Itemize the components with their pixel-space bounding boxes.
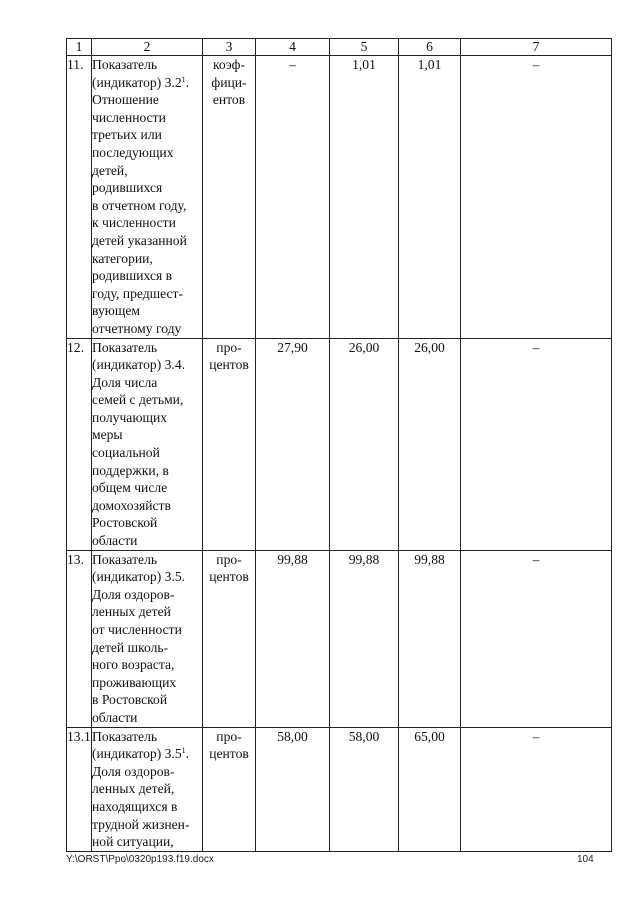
- table-row: [67, 550, 612, 727]
- indicator-name-line: Показатель: [92, 339, 158, 355]
- indicator-name-line: отчетному году: [92, 320, 182, 336]
- table-row: [67, 338, 612, 550]
- value-cell: 26,00: [399, 338, 461, 550]
- note-cell: –: [461, 56, 612, 339]
- indicator-name-line: меры: [92, 427, 123, 443]
- indicator-name-line: Доля числа: [92, 374, 158, 390]
- indicator-name-line: в отчетном году,: [92, 197, 187, 213]
- indicator-name-line: к численности: [92, 215, 176, 231]
- value-cell: 58,00: [256, 727, 330, 851]
- indicator-name: [92, 338, 203, 550]
- indicator-name-line: (индикатор) $3.5^1$.: [92, 746, 190, 762]
- header-cell: 4: [256, 39, 330, 56]
- indicator-name: [92, 56, 203, 339]
- indicator-name-line: детей указанной: [92, 232, 187, 248]
- indicator-name-line: поддержки, в: [92, 462, 169, 478]
- value-cell: 27,90: [256, 338, 330, 550]
- value-cell: 1,01: [330, 56, 399, 339]
- indicator-name-line: социальной: [92, 445, 160, 461]
- indicator-name-line: году, предшест-: [92, 285, 183, 301]
- indicator-name-line: Отношение: [92, 92, 159, 108]
- note-cell: –: [461, 338, 612, 550]
- footer-page-number: 104: [577, 854, 594, 865]
- indicator-name-line: ного возраста,: [92, 657, 175, 673]
- header-cell: 3: [203, 39, 256, 56]
- indicator-name: [92, 550, 203, 727]
- indicator-name: [92, 727, 203, 851]
- indicator-name-line: общем числе: [92, 480, 168, 496]
- indicator-name-line: Показатель: [92, 551, 158, 567]
- indicator-name-line: трудной жизнен-: [92, 816, 190, 832]
- row-number: 12.: [67, 338, 92, 550]
- indicator-name-line: последующих: [92, 144, 174, 160]
- indicator-table: [66, 38, 612, 852]
- table-header-row: [67, 39, 612, 56]
- header-cell: 6: [399, 39, 461, 56]
- unit-of-measure: про- центов: [203, 727, 256, 851]
- indicator-name-line: получающих: [92, 409, 168, 425]
- indicator-name-line: вующем: [92, 303, 141, 319]
- note-cell: –: [461, 727, 612, 851]
- indicator-name-line: Ростовской: [92, 515, 158, 531]
- indicator-name-line: семей с детьми,: [92, 392, 184, 408]
- footnote-marker: 1: [181, 74, 186, 84]
- indicator-name-line: Доля оздоров-: [92, 763, 175, 779]
- value-cell: –: [256, 56, 330, 339]
- indicator-name-line: (индикатор) $3.2^1$.: [92, 74, 190, 90]
- row-number: 11.: [67, 56, 92, 339]
- indicator-name-line: детей школь-: [92, 639, 169, 655]
- indicator-name-line: родившихся: [92, 180, 163, 196]
- indicator-name-line: (индикатор) 3.5.: [92, 569, 186, 585]
- unit-of-measure: коэф- фици- ентов: [203, 56, 256, 339]
- indicator-name-line: детей,: [92, 162, 128, 178]
- value-cell: 99,88: [399, 550, 461, 727]
- indicator-name-line: родившихся в: [92, 268, 173, 284]
- unit-of-measure: про- центов: [203, 550, 256, 727]
- indicator-name-line: проживающих: [92, 674, 177, 690]
- indicator-name-line: в Ростовской: [92, 692, 168, 708]
- footer-file-path: Y:\ORST\Ppo\0320p193.f19.docx: [66, 854, 214, 865]
- table-row: [67, 727, 612, 851]
- value-cell: 26,00: [330, 338, 399, 550]
- value-cell: 99,88: [256, 550, 330, 727]
- table-row: [67, 56, 612, 339]
- indicator-name-line: от численности: [92, 622, 182, 637]
- indicator-name-line: категории,: [92, 250, 153, 266]
- indicator-name-line: численности: [92, 109, 166, 125]
- header-cell: 1: [67, 39, 92, 56]
- indicator-name-line: области: [92, 709, 138, 725]
- indicator-name-line: области: [92, 533, 138, 549]
- indicator-name-line: (индикатор) 3.4.: [92, 357, 186, 373]
- indicator-name-line: Доля оздоров-: [92, 586, 175, 602]
- value-cell: 65,00: [399, 727, 461, 851]
- indicator-name-line: ной ситуации,: [92, 834, 174, 850]
- header-cell: 2: [92, 39, 203, 56]
- header-cell: 7: [461, 39, 612, 56]
- indicator-name-line: ленных детей,: [92, 781, 175, 797]
- header-cell: 5: [330, 39, 399, 56]
- row-number: 13.1: [67, 727, 92, 851]
- value-cell: 99,88: [330, 550, 399, 727]
- indicator-name-line: ленных детей: [92, 604, 171, 620]
- indicator-name-line: Показатель: [92, 57, 158, 72]
- value-cell: 1,01: [399, 56, 461, 339]
- indicator-name-line: домохозяйств: [92, 497, 171, 513]
- indicator-name-line: находящихся в: [92, 798, 178, 814]
- footnote-marker: 1: [181, 746, 186, 756]
- row-number: 13.: [67, 550, 92, 727]
- indicator-name-line: Показатель: [92, 728, 158, 744]
- value-cell: 58,00: [330, 727, 399, 851]
- note-cell: –: [461, 550, 612, 727]
- indicator-name-line: третьих или: [92, 127, 162, 143]
- unit-of-measure: про- центов: [203, 338, 256, 550]
